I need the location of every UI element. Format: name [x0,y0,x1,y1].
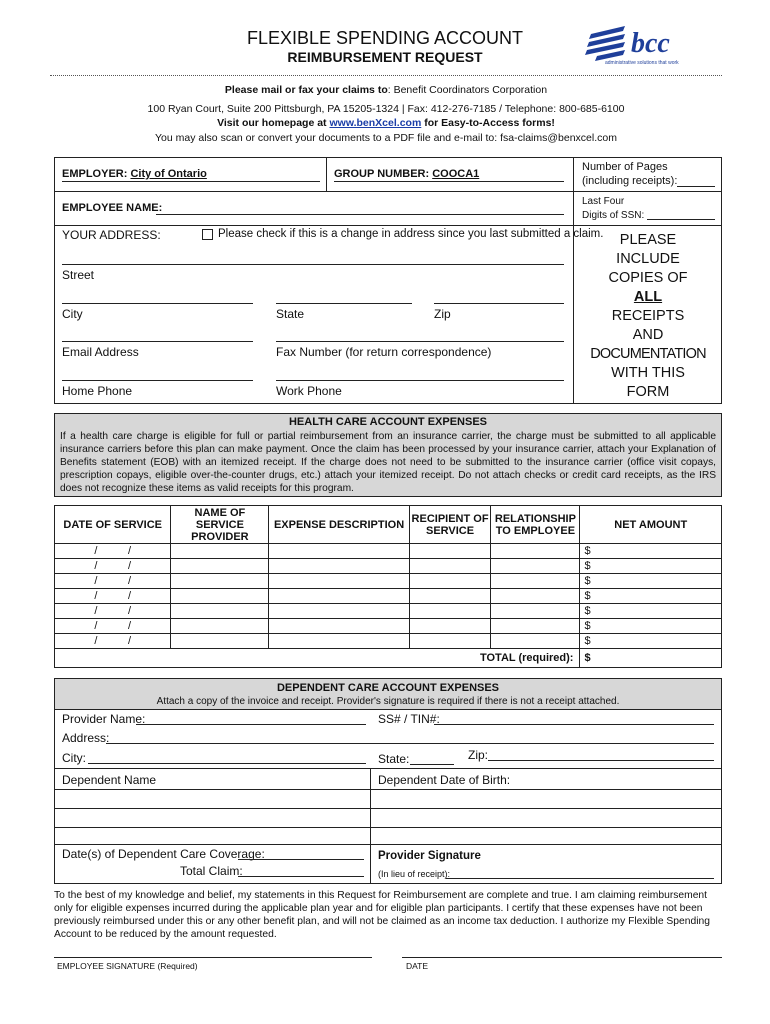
description-cell[interactable] [269,604,409,619]
coverage-dates-label: Date(s) of Dependent Care Coverage: [62,847,265,861]
table-row [55,544,722,559]
total-claim-field[interactable] [238,876,364,877]
relationship-cell[interactable] [491,544,580,559]
notice-line: AND [632,327,664,343]
dep-state-label: State: [378,752,410,766]
net-amount-cell[interactable]: $ [580,559,722,574]
employer-label-text: EMPLOYER: [62,168,128,180]
dep-city-field[interactable] [88,763,366,764]
form-title: FLEXIBLE SPENDING ACCOUNT [246,28,524,48]
date-of-service-cell[interactable]: / / [55,634,171,649]
pages-field[interactable] [677,186,715,187]
provider-signature-field[interactable] [446,878,714,879]
notice-line-all: ALL [633,289,663,305]
date-of-service-cell[interactable]: / / [55,619,171,634]
total-row [55,649,722,668]
description-cell[interactable] [269,634,409,649]
bcc-logo [585,24,700,70]
address-change-text: Please check if this is a change in address since you last submitted a claim. [218,228,604,240]
ssn-label-line1: Last Four [582,196,625,207]
provider-name-field[interactable] [136,724,366,725]
logo-text: bcc [631,28,670,59]
receipts-notice [574,231,722,402]
group-number-label [334,168,479,180]
health-care-table [54,505,722,668]
recipient-cell[interactable] [409,604,491,619]
work-phone-label: Work Phone [276,384,342,398]
col-relationship: RELATIONSHIP TO EMPLOYEE [491,506,580,544]
zip-label: Zip [434,307,451,321]
col-expense-description: EXPENSE DESCRIPTION [269,506,409,544]
mailing-line-2: 100 Ryan Court, Suite 200 Pittsburgh, PA 15205-1324 | Fax: 412-276-7185 / Telephone: 800-685-6100 [147,103,625,115]
date-label: DATE [406,961,429,971]
dependent-row[interactable] [54,789,722,790]
email-field[interactable] [62,341,253,342]
ssn-tin-label: SS# / TIN#: [378,712,440,726]
notice-line: WITH THIS [611,365,685,381]
provider-name-label: Provider Name: [62,712,146,726]
net-amount-cell[interactable]: $ [580,634,722,649]
address-line-1[interactable] [62,264,564,265]
header-divider [50,75,722,76]
dependent-dob-label: Dependent Date of Birth: [378,773,511,787]
divider [54,191,573,192]
dependent-row[interactable] [54,808,722,809]
dep-zip-field[interactable] [488,760,714,761]
relationship-cell[interactable] [491,604,580,619]
provider-cell[interactable] [171,574,269,589]
table-row [55,634,722,649]
ssn-label [582,195,644,223]
divider [54,844,722,845]
mailing-line-3 [50,117,722,129]
ssn-tin-field[interactable] [434,724,714,725]
dependent-care-subtitle: Attach a copy of the invoice and receipt. Provider's signature is required if there is not a receipt attached. [156,696,620,707]
date-of-service-cell[interactable]: / / [55,559,171,574]
provider-cell[interactable] [171,634,269,649]
pages-label-line1: Number of Pages [582,161,668,173]
email-label: Email Address [62,345,139,359]
table-row [55,574,722,589]
date-field[interactable] [402,957,722,958]
underline [62,181,320,182]
net-amount-cell[interactable]: $ [580,544,722,559]
provider-cell[interactable] [171,544,269,559]
provider-signature-label: Provider Signature [378,850,481,862]
divider [573,191,722,192]
recipient-cell[interactable] [409,619,491,634]
city-field[interactable] [62,303,253,304]
employee-name-label: EMPLOYEE NAME: [62,202,163,214]
relationship-cell[interactable] [491,559,580,574]
table-row [55,559,722,574]
city-label: City [62,307,83,321]
col-net-amount: NET AMOUNT [580,506,722,544]
total-amount-cell[interactable]: $ [580,649,722,668]
table-row [55,619,722,634]
home-phone-label: Home Phone [62,384,133,398]
health-care-instructions: If a health care charge is eligible for full or partial reimbursement from an insurance carrier, the charge must be submitted to all applicable insurance carriers before this plan can make payment. Once the claim has been processed by your insurance carrier, attach your Explanation of Benefits statement (EOB) with an itemized receipt. If the charge does not need to be submitted to the insurance carrier (office visit copays, prescription copays, eligible over-the-counter drugs, etc.) attach your itemized receipt. Do not attach checks or credit card receipts, as the IRS does not recognize these items as valid receipts for this program. [60,431,716,494]
description-cell[interactable] [269,619,409,634]
certification-text: To the best of my knowledge and belief, my statements in this Request for Reimbursement are complete and true. I am claiming reimbursement only for eligible expenses incurred during the applicable plan year and for eligible plan participants. I certify that these expenses have not been previously reimbursed under this or any other benefit plan, and will not be claimed as an income tax deduction. I authorize my Flexible Spending Account to be reduced by the amount requested. [54,890,710,940]
in-lieu-label: (In lieu of receipt): [378,869,451,879]
fax-label: Fax Number (for return correspondence) [276,345,492,359]
state-label: State [276,307,305,321]
description-cell[interactable] [269,544,409,559]
date-of-service-cell[interactable]: / / [55,589,171,604]
coverage-dates-field[interactable] [238,859,364,860]
notice-line: RECEIPTS [611,308,685,324]
relationship-cell[interactable] [491,574,580,589]
notice-line: COPIES OF [608,270,688,286]
mailing-label: Please mail or fax your claims to [224,84,388,96]
date-of-service-cell[interactable]: / / [55,574,171,589]
home-phone-field[interactable] [62,380,253,381]
divider [54,225,722,226]
description-cell[interactable] [269,589,409,604]
dep-zip-label: Zip: [468,748,489,762]
provider-cell[interactable] [171,619,269,634]
logo-tagline: administrative solutions that work [605,60,679,66]
total-claim-label: Total Claim: [180,864,243,878]
zip-field[interactable] [434,303,564,304]
form-subtitle: REIMBURSEMENT REQUEST [287,49,483,65]
dep-city-label: City: [62,751,86,765]
health-care-title: HEALTH CARE ACCOUNT EXPENSES [288,416,488,428]
dep-address-label: Address: [62,731,110,745]
date-of-service-cell[interactable]: / / [55,544,171,559]
total-label: TOTAL (required): [55,649,580,668]
divider [326,157,327,192]
mailing-recipient: : Benefit Coordinators Corporation [387,84,548,96]
group-number-value[interactable]: COOCA1 [432,168,480,180]
divider [370,768,371,884]
mailing-line-1 [50,84,722,96]
col-service-provider: NAME OF SERVICE PROVIDER [171,506,269,544]
description-cell[interactable] [269,574,409,589]
pages-label-line2: (including receipts): [582,175,678,187]
homepage-label: Visit our homepage at [217,117,330,129]
recipient-cell[interactable] [409,634,491,649]
work-phone-field[interactable] [276,380,564,381]
net-amount-cell[interactable]: $ [580,574,722,589]
date-of-service-cell[interactable]: / / [55,604,171,619]
state-field[interactable] [276,303,412,304]
dependent-care-title: DEPENDENT CARE ACCOUNT EXPENSES [276,682,500,694]
fax-field[interactable] [276,341,564,342]
pages-label [582,160,677,188]
address-label: YOUR ADDRESS: [62,228,161,242]
table-row [55,604,722,619]
homepage-suffix: for Easy-to-Access forms! [421,117,555,129]
relationship-cell[interactable] [491,589,580,604]
employer-value[interactable]: City of Ontario [130,168,207,180]
underline [334,181,564,182]
table-row [55,589,722,604]
col-recipient: RECIPIENT OF SERVICE [409,506,491,544]
group-number-label-text: GROUP NUMBER: [334,168,430,180]
employer-label [62,168,207,180]
provider-cell[interactable] [171,604,269,619]
notice-line: DOCUMENTATION [590,346,706,362]
employee-name-field[interactable] [156,214,564,215]
provider-cell[interactable] [171,589,269,604]
net-amount-cell[interactable]: $ [580,604,722,619]
address-change-checkbox[interactable] [202,229,213,240]
provider-cell[interactable] [171,559,269,574]
net-amount-cell[interactable]: $ [580,619,722,634]
dep-state-field[interactable] [410,764,454,765]
notice-line: PLEASE [619,232,677,248]
homepage-link[interactable]: www.benXcel.com [329,117,422,129]
employee-signature-field[interactable] [54,957,372,958]
recipient-cell[interactable] [409,574,491,589]
notice-line: INCLUDE [616,251,680,267]
divider [54,709,722,710]
dep-address-field[interactable] [106,743,714,744]
ssn-field[interactable] [647,219,715,220]
recipient-cell[interactable] [409,589,491,604]
net-amount-cell[interactable]: $ [580,589,722,604]
relationship-cell[interactable] [491,634,580,649]
recipient-cell[interactable] [409,559,491,574]
ssn-label-line2: Digits of SSN: [582,210,645,221]
col-date-of-service: DATE OF SERVICE [55,506,171,544]
street-label: Street [62,268,95,282]
mailing-line-4: You may also scan or convert your documents to a PDF file and e-mail to: fsa-claims@benxcel.com [155,132,617,144]
dependent-name-label: Dependent Name [62,773,157,787]
divider [54,768,722,769]
notice-line: FORM [626,384,670,400]
employee-signature-label: EMPLOYEE SIGNATURE (Required) [57,961,198,971]
dependent-row[interactable] [54,827,722,828]
relationship-cell[interactable] [491,619,580,634]
description-cell[interactable] [269,559,409,574]
recipient-cell[interactable] [409,544,491,559]
